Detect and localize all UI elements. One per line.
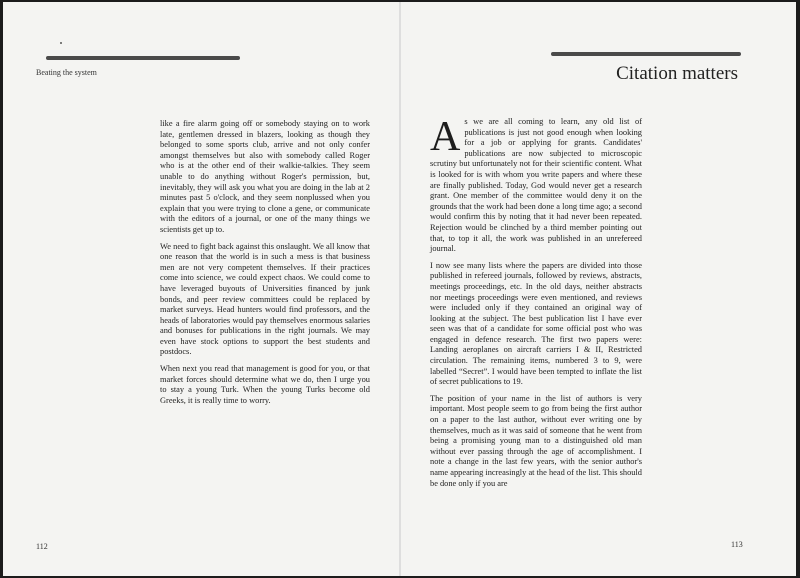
book-spread — [3, 2, 796, 576]
opening-paragraph — [430, 114, 642, 255]
right-text-column — [430, 114, 642, 495]
drop-cap: A — [430, 114, 461, 160]
paragraph: When next you read that management is good for you, or that market forces should determine what we do, then I urge you to stay a young Turk. When the young Turks become old Greeks, it is really time to worry. — [160, 364, 370, 405]
page-gutter — [399, 2, 401, 576]
header-rule-left — [46, 56, 240, 60]
page-number-right: 113 — [731, 540, 743, 549]
opening-paragraph-text: s we are all coming to learn, any old list of publications is just not good enough when looking for a job or applying for grants. Candidates' publications are now subjected to microscopic scrutiny but unfortunately not for their scientific content. What is looked for is with whom you write papers and where these are finally published. Today, God would never get a research grant. One member of the committee would deny it on the grounds that the work had been done a long time ago; a second would confirm this by noting that it had never been repeated. Rejection would be clinched by a third member pointing out that, to top it all, the work was published in an unrefereed journal. — [430, 117, 642, 254]
paragraph: We need to fight back against this onslaught. We all know that one reason that the world is in such a mess is that business men are not very competent themselves. If their practices come into science, we could expect chaos. We could come to have leveraged buyouts of Universities financed by junk bonds, and peer review committees could be replaced by market surveys. Head hunters would find professors, and the heads of laboratories would pay themselves enormous salaries and bonuses for publications in the right journals. We may even have stock options to support the best students and postdocs. — [160, 241, 370, 357]
paragraph: like a fire alarm going off or somebody staying on to work late, gentlemen dressed in blazers, looking as though they belonged to some sports club, arrive and not only confer amongst themselves but also with somebody called Roger who is at the other end of their walkie-talkies. They seem unable to do anything without Roger's permission, but, inevitably, they will ask you what you are doing in the lab at 2 minutes past 5 o'clock, and they seem nonplussed when you explain that you were trying to clone a gene, or communicate with the editors of a journal, or one of the many things we scientists get up to. — [160, 119, 370, 234]
chapter-title: Citation matters — [616, 63, 738, 84]
header-rule-right — [551, 52, 741, 56]
page-number-left: 112 — [36, 542, 48, 551]
running-head: Beating the system — [36, 68, 97, 77]
paragraph: The position of your name in the list of authors is very important. Most people seem to go from being the first author on a paper to the last author, without ever writing one by themselves, much as it was said of someone that he went from being a promising young man to a distinguished old man without ever passing through the age of accomplishment. I note a change in the last few years, with the senior author's name appearing increasingly at the head of the list. This should be done only if you are — [430, 393, 642, 488]
left-text-column — [160, 119, 370, 412]
ink-speck — [60, 42, 62, 44]
paragraph: I now see many lists where the papers are divided into those published in refereed journals, followed by reviews, abstracts, meetings proceedings, etc. In the old days, neither abstracts nor meetings proceedings were even mentioned, and reviews were included only if they contained an original way of looking at the subject. The best publication list I have ever seen was that of a candidate for some official post who was engaged in defence research. The first two papers were: Landing aeroplanes on aircraft carriers I & II, Restricted circulation. The remaining items, numbered 3 to 9, were labelled “Secret”. I would have been tempted to inflate the list of secret publications to 19. — [430, 260, 642, 387]
